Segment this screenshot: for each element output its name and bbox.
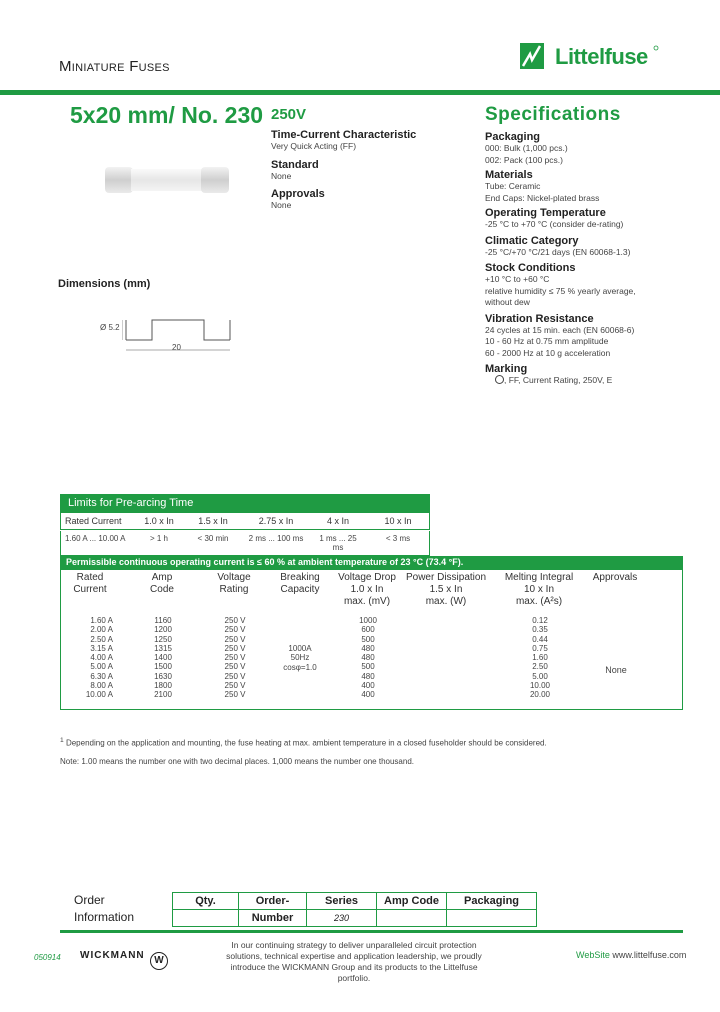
order-number-label-cell: Number [239, 910, 307, 927]
document-code: 050914 [34, 953, 61, 962]
vibration-line: 60 - 2000 Hz at 10 g acceleration [485, 347, 611, 358]
page-category-title: MINIATURE FUSES [59, 58, 170, 75]
stock-line: relative humidity ≤ 75 % yearly average, [485, 285, 636, 296]
packaging-line: 002: Pack (100 pcs.) [485, 154, 563, 165]
wickmann-w-icon: W [150, 952, 168, 970]
brand-name: Littelfuse [555, 44, 648, 69]
prearcing-header-cell: Rated Current [65, 516, 122, 526]
col-header-rated: Rated Current [73, 572, 107, 595]
specifications-title: Specifications [485, 104, 621, 125]
prearcing-value-cell: 1 ms ... 25 ms [319, 534, 357, 552]
order-header-cell: Amp Code [377, 893, 447, 910]
vibration-label: Vibration Resistance [485, 312, 594, 325]
fuse-photo [105, 165, 235, 195]
prearcing-value-row [60, 531, 430, 556]
prearcing-header-row [60, 513, 430, 530]
wickmann-mark-icon [495, 375, 504, 384]
order-ampcode-cell [377, 910, 447, 927]
order-value-row [173, 910, 537, 927]
header-rule [0, 90, 720, 95]
col-header-voltage-drop: Voltage Drop 1.0 x In max. (mV) [338, 572, 396, 607]
dim-length-label: 20 [172, 343, 181, 352]
vibration-line: 10 - 60 Hz at 0.75 mm amplitude [485, 336, 609, 346]
stock-label: Stock Conditions [485, 262, 576, 274]
prearcing-header-cell: 10 x In [384, 516, 412, 526]
decimal-note: Note: 1.00 means the number one with two decimal places. 1,000 means the number one thousand. [60, 757, 414, 766]
packaging-label: Packaging [485, 131, 541, 143]
wickmann-logo: WICKMANN W [80, 950, 168, 970]
marking-label: Marking [485, 363, 528, 375]
col-header-amp: Amp Code [150, 572, 174, 595]
operating-temp-value: -25 °C to +70 °C (consider de-rating) [485, 219, 624, 229]
stock-line: without dew [485, 297, 530, 307]
materials-line: End Caps: Nickel-plated brass [485, 192, 600, 203]
col-voltage: 250 V 250 V 250 V 250 V 250 V 250 V 250 V 250 V 250 V [224, 616, 246, 700]
dimensions-label: Dimensions (mm) [58, 278, 151, 290]
col-header-power: Power Dissipation 1.5 x In max. (W) [405, 572, 487, 607]
standard-label: Standard [271, 158, 319, 171]
packaging-line: 000: Bulk (1,000 pcs.) [485, 143, 568, 153]
prearcing-value-cell: < 3 ms [385, 534, 411, 543]
order-header-cell: Series [307, 893, 377, 910]
prearcing-header-cell: 4 x In [326, 516, 349, 526]
footer-rule [60, 930, 683, 933]
main-table-title: Permissible continuous operating current is ≤ 60 % at ambient temperature of 23 °C (73.4 °F). [60, 556, 683, 570]
order-series-cell: 230 [307, 910, 377, 927]
prearcing-table-title: Limits for Pre-arcing Time [60, 494, 430, 513]
prearcing-header-cell: 1.0 x In [144, 516, 174, 526]
main-table [60, 570, 683, 710]
prearcing-header-cell: 2.75 x In [258, 516, 294, 526]
order-header-cell: Qty. [173, 893, 239, 910]
order-packaging-cell [447, 910, 537, 927]
standard-value: None [271, 170, 292, 181]
prearcing-value-cell: 1.60 A ... 10.00 A [65, 534, 126, 543]
vibration-line: 24 cycles at 15 min. each (EN 60068-6) [485, 324, 635, 335]
prearcing-value-cell: > 1 h [149, 534, 168, 543]
climatic-value: -25 °C/+70 °C/21 days (EN 60068-1.3) [485, 246, 631, 257]
col-melting: 0.12 0.35 0.44 0.75 1.60 2.50 5.00 10.00 20.00 [529, 616, 551, 700]
col-header-approvals: Approvals [592, 572, 638, 583]
characteristic-value: Very Quick Acting (FF) [271, 141, 357, 151]
col-breaking: 1000A 50Hz cosφ=1.0 [283, 644, 317, 672]
footer-statement: In our continuing strategy to deliver unparalleled circuit protection solutions, technical expertise and application leadership, we proudly introduce the WICKMANN Group and its products to the Littelfuse portfolio. [226, 940, 482, 983]
col-header-voltage: Voltage Rating [217, 572, 251, 595]
characteristic-label: Time-Current Characteristic [271, 129, 417, 141]
operating-temp-label: Operating Temperature [485, 207, 606, 219]
order-header-row [173, 893, 537, 910]
order-qty-cell [173, 910, 239, 927]
approvals-value: None [271, 200, 292, 210]
materials-label: Materials [485, 169, 533, 181]
col-header-breaking: Breaking Capacity [280, 572, 320, 595]
specifications-list [485, 131, 695, 387]
dim-diameter-label: Ø 5.2 [100, 323, 120, 332]
prearcing-value-cell: < 30 min [197, 534, 229, 543]
product-title: 5x20 mm/ No. 230 [70, 102, 264, 128]
website-link[interactable]: WebSite www.littelfuse.com [576, 950, 687, 960]
col-rated: 1.60 A 2.00 A 2.50 A 3.15 A 4.00 A 5.00 A 6.30 A 8.00 A 10.00 A [85, 616, 113, 700]
prearcing-header-cell: 1.5 x In [198, 516, 228, 526]
approvals-label: Approvals [271, 188, 325, 200]
order-header-cell: Packaging [447, 893, 537, 910]
climatic-label: Climatic Category [485, 234, 579, 247]
col-approvals: None [605, 665, 627, 675]
stock-line: +10 °C to +60 °C [485, 274, 550, 284]
product-voltage: 250V [271, 106, 307, 123]
col-header-melting: Melting Integral 10 x In max. (A²s) [504, 572, 574, 607]
order-table [172, 892, 537, 927]
col-voltage-drop: 1000 600 500 480 480 500 480 400 400 [359, 616, 377, 700]
order-information-label: Order Information [74, 893, 135, 924]
marking-value: , FF, Current Rating, 250V, E [485, 375, 695, 387]
footnote: $^1$ Depending on the application and mounting, the fuse heating at max. ambient temperature in a closed fuseholder should be considered. [60, 737, 547, 748]
dimension-drawing [122, 316, 237, 360]
materials-line: Tube: Ceramic [485, 181, 541, 191]
prearcing-value-cell: 2 ms ... 100 ms [248, 534, 304, 543]
col-amp: 1160 1200 1250 1315 1400 1500 1630 1800 2100 [154, 616, 172, 700]
product-properties [271, 129, 416, 212]
order-header-cell: Order- [239, 893, 307, 910]
